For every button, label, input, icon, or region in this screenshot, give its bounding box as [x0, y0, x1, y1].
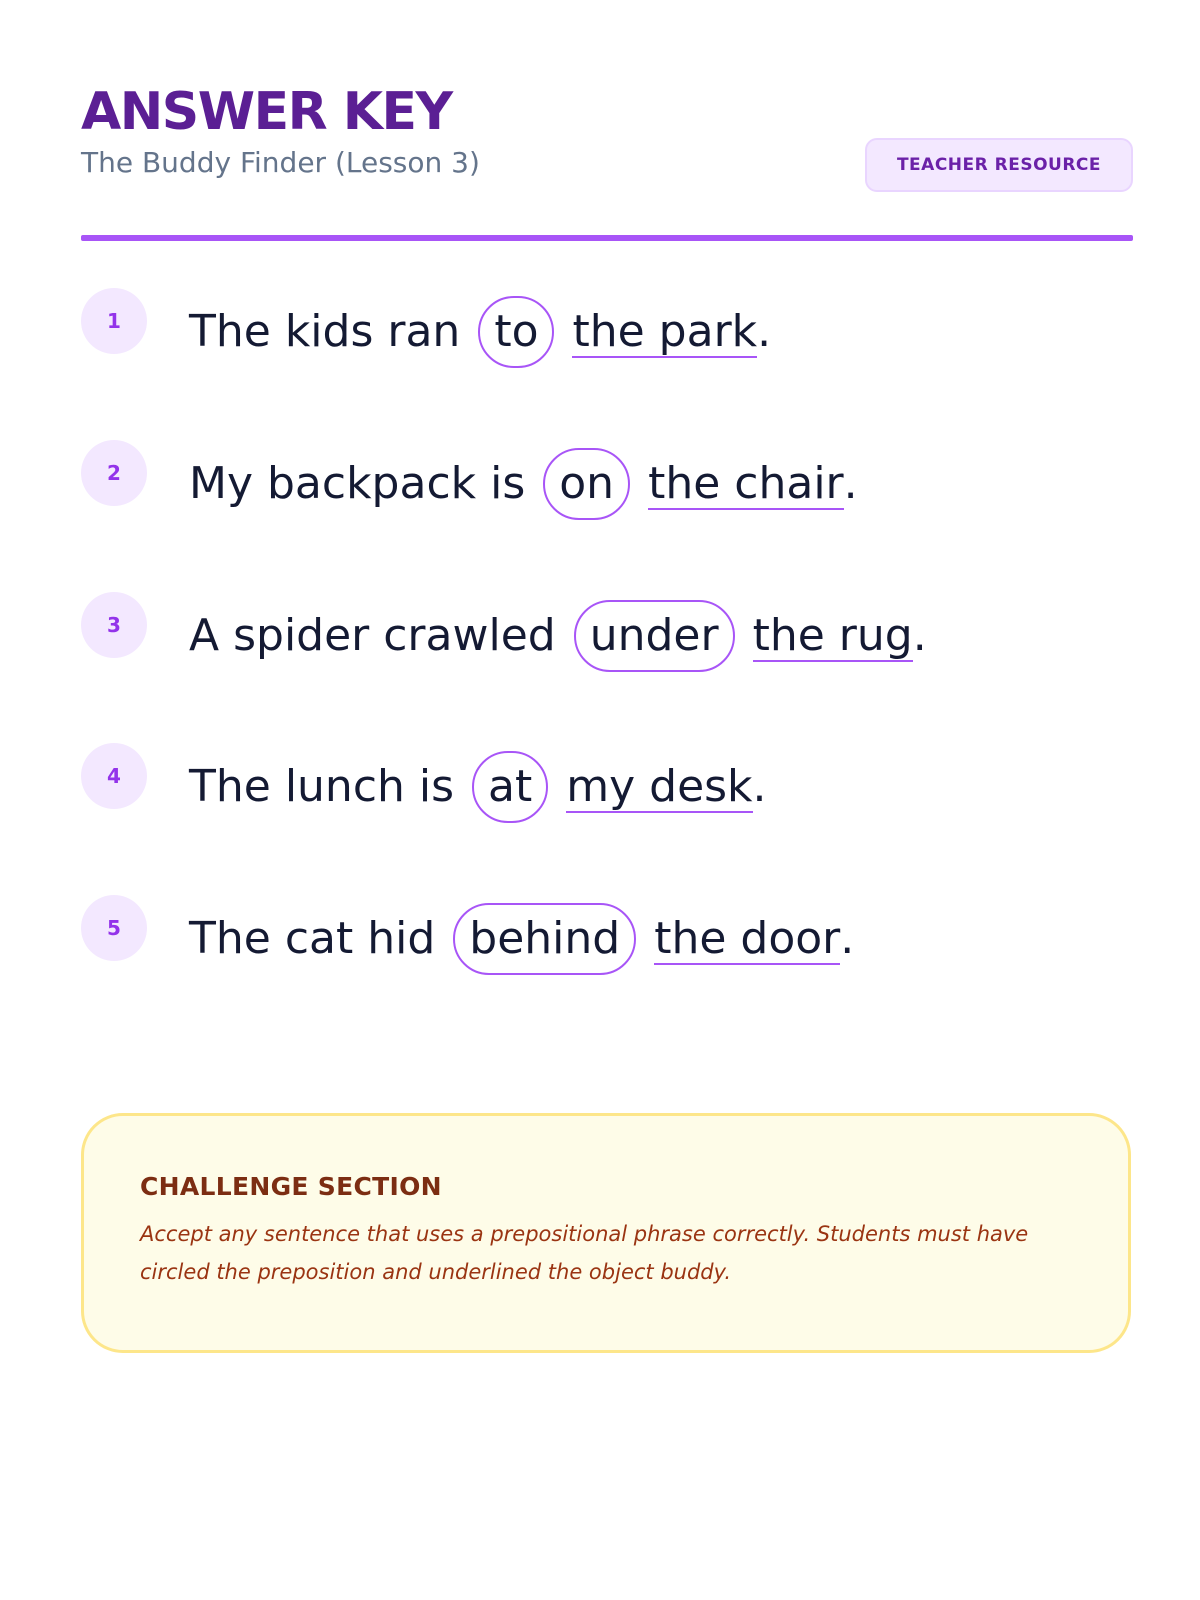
- answer-sentence: [189, 296, 771, 368]
- answer-item-4: [81, 743, 1133, 833]
- page-subtitle: The Buddy Finder (Lesson 3): [81, 146, 480, 179]
- challenge-text: Accept any sentence that uses a prepositional phrase correctly. Students must have circled the preposition and underlined the object buddy.: [140, 1222, 1029, 1284]
- sentence-start: The kids ran: [189, 306, 461, 357]
- circled-preposition: behind: [453, 903, 636, 975]
- sentence-end: .: [757, 306, 772, 357]
- circled-preposition: to: [478, 296, 554, 368]
- item-number-badge: 1: [81, 288, 147, 354]
- sentence-start: A spider crawled: [189, 610, 556, 661]
- underlined-object: the door: [654, 913, 841, 964]
- item-number-badge: 3: [81, 592, 147, 658]
- circled-preposition: under: [574, 600, 735, 672]
- sentence-start: The lunch is: [189, 761, 455, 812]
- underlined-object: my desk: [566, 761, 753, 812]
- item-number-badge: 5: [81, 895, 147, 961]
- circled-preposition: on: [543, 448, 630, 520]
- page-title: ANSWER KEY: [81, 82, 452, 142]
- answer-sentence: [189, 751, 767, 823]
- answer-item-2: [81, 440, 1133, 530]
- sentence-end: .: [843, 458, 858, 509]
- item-number-badge: 2: [81, 440, 147, 506]
- underlined-object: the chair: [648, 458, 844, 509]
- answer-item-5: [81, 895, 1133, 985]
- sentence-end: .: [912, 610, 927, 661]
- challenge-section: [81, 1113, 1131, 1353]
- header-divider: [81, 235, 1133, 241]
- item-number-badge: 4: [81, 743, 147, 809]
- answer-item-3: [81, 592, 1133, 682]
- sentence-end: .: [752, 761, 767, 812]
- sentence-end: .: [840, 913, 855, 964]
- answer-sentence: [189, 600, 927, 672]
- sentence-start: My backpack is: [189, 458, 526, 509]
- teacher-resource-badge: TEACHER RESOURCE: [865, 138, 1133, 192]
- answer-sentence: [189, 448, 858, 520]
- header: [81, 80, 1133, 180]
- underlined-object: the rug: [752, 610, 913, 661]
- answer-sentence: [189, 903, 854, 975]
- sentence-start: The cat hid: [189, 913, 436, 964]
- circled-preposition: at: [472, 751, 548, 823]
- answer-item-1: [81, 288, 1133, 378]
- underlined-object: the park: [572, 306, 758, 357]
- challenge-title: CHALLENGE SECTION: [140, 1172, 442, 1201]
